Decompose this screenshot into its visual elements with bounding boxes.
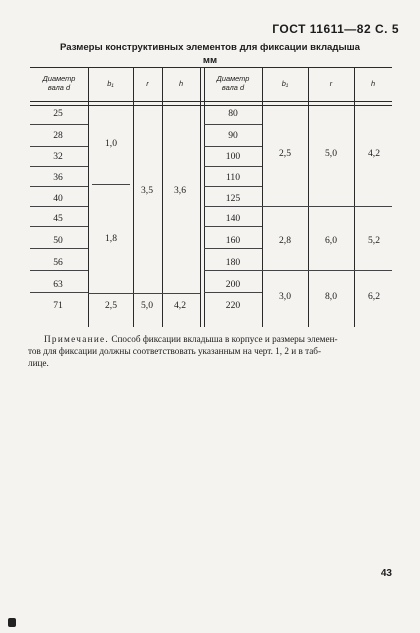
note-line-2: тов для фиксации должны соответствовать указанным на черт. 1, 2 и в таб-: [28, 346, 322, 356]
col-sep-2: [133, 67, 134, 327]
diameter-left-cell: 25: [53, 108, 63, 119]
col-sep-1: [88, 67, 89, 327]
diameter-right-cell: 90: [228, 130, 238, 141]
header-diameter-right: [204, 74, 262, 92]
col-sep-6: [308, 67, 309, 327]
diameter-right-cell: 140: [225, 213, 241, 224]
note-line-3: лице.: [28, 358, 49, 368]
scan-mark: [8, 618, 16, 627]
diameter-right-cell: 110: [225, 172, 241, 183]
diameter-right-cell: 220: [225, 300, 241, 311]
b1-right-cell: 3,0: [279, 291, 291, 302]
right-group-rule: [262, 206, 392, 207]
h-right-cell: 6,2: [368, 291, 380, 302]
header-bottom-rule-2: [30, 105, 392, 106]
header-b1-right: b₁: [281, 79, 289, 88]
row-rule: [204, 270, 262, 271]
r-left-cell: 3,5: [141, 185, 153, 196]
diameter-left-cell: 56: [53, 257, 63, 268]
b1-left-cell: 2,5: [105, 300, 117, 311]
b1-right-cell: 2,8: [279, 235, 291, 246]
note-label: Примечание.: [44, 334, 110, 344]
header-b1-left: b₁: [107, 79, 114, 88]
units-label: мм: [202, 55, 218, 66]
diameter-right-cell: 180: [225, 257, 241, 268]
row-rule: [204, 146, 262, 147]
h-group-rule: [162, 293, 200, 294]
diameter-left-cell: 36: [53, 172, 63, 183]
row-rule: [30, 226, 88, 227]
table-top-rule: [30, 67, 392, 68]
h-left-cell: 3,6: [174, 185, 186, 196]
r-right-cell: 6,0: [325, 235, 337, 246]
b1-group-rule: [92, 184, 130, 185]
table-title: Размеры конструктивных элементов для фиксации вкладыша: [59, 42, 360, 53]
header-h-right: h: [370, 79, 376, 88]
header-diameter-right-line2: вала d: [221, 83, 245, 92]
row-rule: [204, 166, 262, 167]
row-rule: [204, 124, 262, 125]
header-r-left: r: [146, 79, 149, 88]
header-diameter-left: [30, 74, 88, 92]
diameter-left-cell: 45: [53, 213, 63, 224]
diameter-right-cell: 100: [225, 151, 241, 162]
col-sep-5: [262, 67, 263, 327]
r-right-cell: 8,0: [325, 291, 337, 302]
col-sep-4: [200, 67, 201, 327]
diameter-right-cell: 160: [225, 235, 241, 246]
note-text-1: Способ фиксации вкладыша в корпусе и размеры элемен-: [111, 334, 338, 344]
row-rule: [30, 206, 88, 207]
diameter-right-cell: 80: [228, 108, 238, 119]
header-diameter-left-line2: вала d: [47, 83, 71, 92]
right-group-rule: [262, 270, 392, 271]
diameter-left-cell: 63: [53, 279, 63, 290]
row-rule: [30, 166, 88, 167]
diameter-left-cell: 28: [53, 130, 63, 141]
diameter-right-cell: 200: [225, 279, 241, 290]
header-diameter-left-line1: Диаметр: [42, 74, 76, 83]
diameter-left-cell: 32: [53, 151, 63, 162]
header-diameter-right-line1: Диаметр: [216, 74, 250, 83]
page-number: 43: [380, 568, 392, 579]
row-rule: [30, 270, 88, 271]
h-left-cell: 4,2: [174, 300, 186, 311]
row-rule: [204, 186, 262, 187]
row-rule: [204, 248, 262, 249]
col-sep-3: [162, 67, 163, 327]
row-rule: [204, 292, 262, 293]
diameter-left-cell: 50: [53, 235, 63, 246]
row-rule: [30, 292, 88, 293]
row-rule: [30, 146, 88, 147]
diameter-right-cell: 125: [225, 193, 241, 204]
b1-left-cell: 1,0: [105, 138, 117, 149]
col-sep-7: [354, 67, 355, 327]
col-sep-4b: [204, 67, 205, 327]
r-right-cell: 5,0: [325, 148, 337, 159]
b1-right-cell: 2,5: [279, 148, 291, 159]
h-right-cell: 4,2: [368, 148, 380, 159]
r-left-cell: 5,0: [141, 300, 153, 311]
r-group-rule: [133, 293, 162, 294]
h-right-cell: 5,2: [368, 235, 380, 246]
b1-group-rule: [88, 293, 133, 294]
row-rule: [204, 206, 262, 207]
diameter-left-cell: 40: [53, 193, 63, 204]
row-rule: [30, 124, 88, 125]
row-rule: [204, 226, 262, 227]
header-h-left: h: [178, 79, 184, 88]
row-rule: [30, 186, 88, 187]
b1-left-cell: 1,8: [105, 233, 117, 244]
row-rule: [30, 248, 88, 249]
standard-header: ГОСТ 11611—82 С. 5: [272, 22, 399, 36]
header-r-right: r: [329, 79, 333, 88]
diameter-left-cell: 71: [53, 300, 63, 311]
note-line-1: [28, 334, 400, 346]
header-bottom-rule: [30, 101, 392, 102]
